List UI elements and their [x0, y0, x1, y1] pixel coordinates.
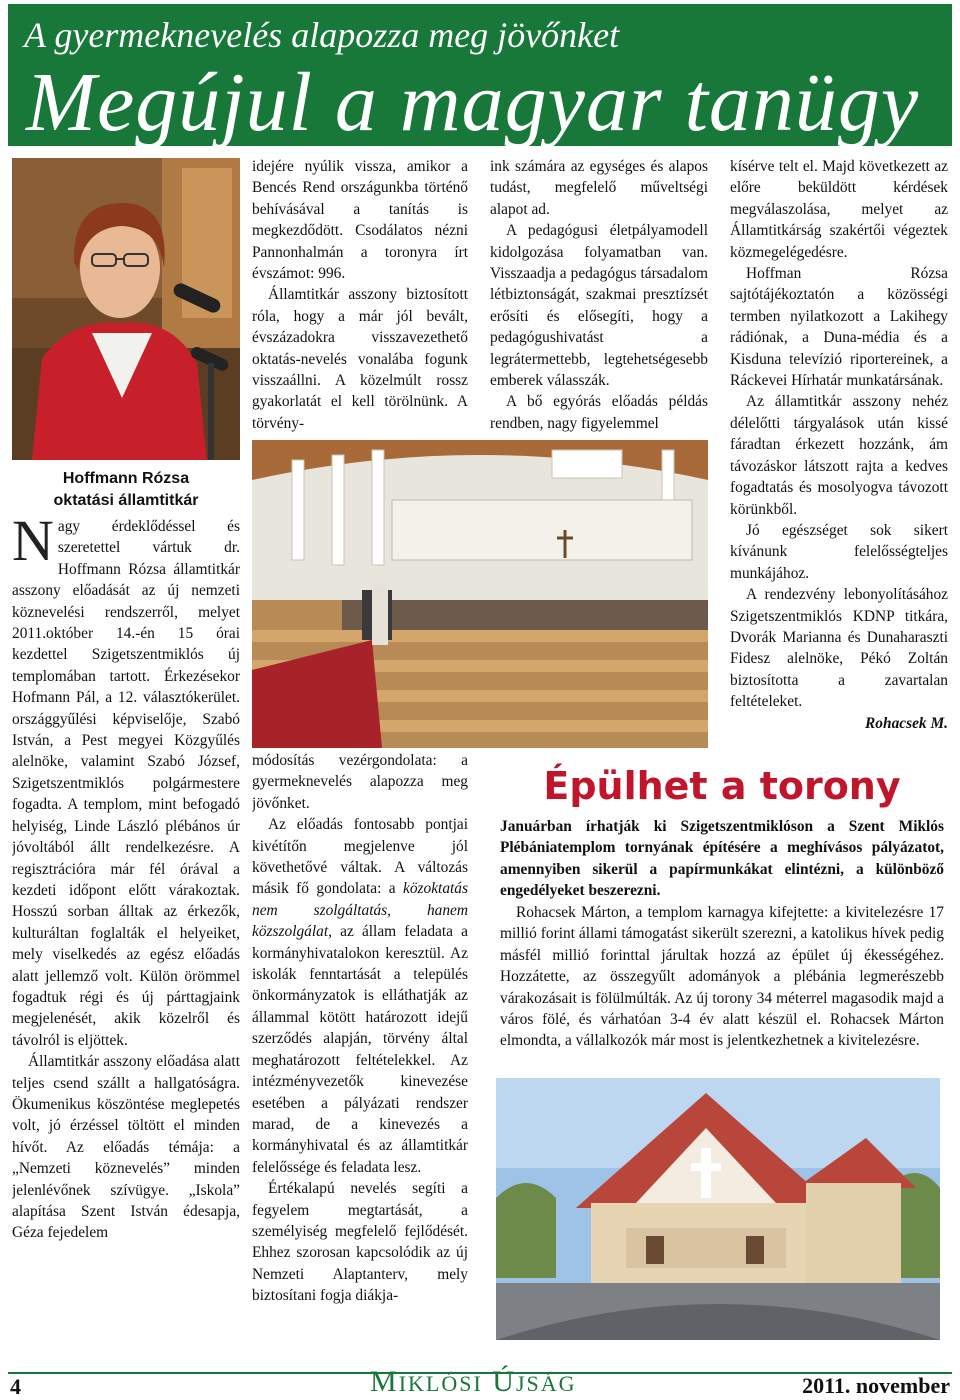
caption-name: Hoffmann Rózsa	[62, 470, 190, 487]
issue-date: 2011. november	[802, 1373, 950, 1398]
article-column-2-top	[252, 156, 468, 438]
lead-text: agy érdeklődéssel és szeretettel vártuk dr. Hoffmann Rózsa államtitkár asszony előadását az új nemzeti köznevelési rendszerről, melyet 2011.október 14.-én 15 órai kezdettel Szigetszentmiklós új templomában tartott. Érkezésekor Hofmann Pál, a 12. választókerület. országgyűlési képviselője, Szabó István, a Pest megyei Közgyűlés alelnöke, valamint Szabó József, Szigetszentmiklós polgármestere fogadta. A templom, mint befogadó helyiség, Linde László plébános úr jóvoltából állt rendelkezésre. A regisztrációra már fél órával a kezdeti időpont előtt várakoztak. Hosszú sorban álltak az érkezők, kulturáltan foglalták el helyeiket, mely viselkedés az egész előadás alatt jellemző volt. Külön örömmel fogadtuk régi és új párttagjaink megjelenését, akik közelről és távolról is eljöttek.	[12, 518, 240, 1049]
page-number: 4	[10, 1374, 21, 1399]
masthead-word: JSÁG	[515, 1371, 577, 1396]
paragraph: Az államtitkár asszony nehéz délelőtti tárgyalások után kissé fáradtan érkezett hozzánk, ám távozáskor látszott rajta a kedves fogadtatás és mosolyogva távozott körünkből.	[730, 393, 948, 518]
paragraph: kísérve telt el. Majd következett az előre beküldött kérdések megválaszolása, melyet az Államtitkárság szakértői végeztek közmegelégedésre.	[730, 158, 948, 261]
paragraph: idejére nyúlik vissza, amikor a Bencés Rend országunkba történő behívásával a tanítás is megkezdődött. Csodálatos nézni Pannonhalmán a toronyra írt évszámot: 996.	[252, 158, 468, 283]
paragraph: Rohacsek Márton, a templom karnagya kifejtette: a kivitelezésre 17 millió forint állami támogatást sikerült szerezni, a katolikus hívek pedig másfél millió forinttal járultak hozzá az épület új ékességéhez. Hozzátette, az összegyűlt adományok a plébánia legmerészebb várakozásait is fölülmúlták. Az új torony 34 méterrel magasodik majd a város fölé, és várhatóan 3-4 év alatt készül el. Rohacsek Márton elmondta, a vállalkozók már most is jelentkezhetnek a kivitelezésre.	[500, 904, 944, 1050]
article-column-2-bottom	[252, 750, 468, 1350]
caption-role: oktatási államtitkár	[53, 492, 199, 509]
paragraph: A pedagógusi életpályamodell kidolgozása folyamatban van. Visszaadja a pedagógus társadalom létbiztonságát, szakmai presztízsét erősíti és elősegíti, hogy a pedagógushivatást a legrátermettebb, legtehetségesebb emberek válasszák.	[490, 222, 708, 390]
box-title: Épülhet a torony	[543, 764, 901, 808]
headline-banner	[8, 4, 952, 149]
paragraph: Jó egészséget sok sikert kívánunk felelősségteljes munkájához.	[730, 521, 948, 582]
paragraph: A bő egyórás előadás példás rendben, nagy figyelemmel	[490, 393, 708, 432]
paragraph: A rendezvény lebonyolításához Szigetszentmiklós KDNP titkára, Dvorák Marianna és Dunaharaszti Fidesz alelnöke, Pékó Zoltán biztosította a zavartalan feltételeket.	[730, 586, 948, 711]
emphasis-text: közoktatás nem szolgáltatás, hanem közszolgálat,	[252, 880, 468, 941]
paragraph: módosítás vezérgondolata: a gyermeknevelés alapozza meg jövőnket.	[252, 752, 468, 812]
church-interior-photo	[252, 440, 708, 748]
author-signature: Rohacsek M.	[865, 714, 948, 732]
article-column-3	[490, 156, 708, 438]
article-column-1	[12, 516, 240, 1348]
paragraph: Értékalapú nevelés segíti a fegyelem megtartását, a személyiség megfelelő fejlődését. Ehhez szorosan kapcsolódik az új Nemzeti Alaptanterv, mely biztosítani fogja diákja-	[252, 1180, 468, 1305]
masthead-word: IKLÓSI	[398, 1371, 483, 1396]
paragraph: Államtitkár asszony előadása alatt teljes csend szállt a hallgatóságra. Ökumenikus köszöntése meglepetés volt, jó érzéssel töltött el minden hívőt. Az előadás témája: a „Nemzeti köznevelés” minden jelenlévőnek szívügye. „Iskola” alapítása Szent István édesapja, Géza fejedelem	[12, 1053, 240, 1242]
page-title: Megújul a magyar tanügy	[26, 56, 920, 149]
kicker: A gyermeknevelés alapozza meg jövőnket	[24, 15, 620, 55]
masthead-initial: Ú	[492, 1365, 516, 1398]
paragraph: Államtitkár asszony biztosított róla, hogy a már jól bevált, évszázadokra visszavezethető oktatás-nevelés vonalába fogunk visszaállni. A közelmúlt rossz gyakorlatát el kell törölnünk. A törvény-	[252, 286, 468, 432]
church-exterior-photo	[496, 1078, 940, 1340]
paragraph	[252, 814, 468, 1178]
text: Az előadás fontosabb pontjai kivétítőn megjelenve jól követhetővé váltak. A változás másik fő gondolata: a	[252, 816, 468, 898]
paragraph: Hoffman Rózsa sajtótájékoztatón a közösségi termben nyilatkozott a Lakihegy rádiónak, a Duna-média és a Kisduna televízió riportereinek, a Ráckevei Hírhatár munkatársának.	[730, 265, 948, 390]
portrait-photo	[12, 158, 240, 460]
lead-paragraph	[12, 516, 240, 1051]
box-lead: Januárban írhatják ki Szigetszentmiklóson a Szent Miklós Plébániatemplom tornyának építésére a meghívásos pályázatot, amennyiben sikerül a papírmunkákat elintézni, a különböző engedélyeket beszerezni.	[500, 818, 944, 900]
box-body	[500, 902, 944, 1052]
paragraph: ink számára az egységes és alapos tudást, megfelelő műveltségi alapot ad.	[490, 158, 708, 218]
photo-caption	[12, 468, 240, 512]
drop-cap: N	[12, 516, 54, 573]
masthead	[370, 1365, 577, 1399]
masthead-initial: M	[370, 1365, 399, 1398]
article-column-4	[730, 156, 948, 756]
text: az állam feladata a kormányhivatalokon keresztül. Az iskolák fenntartását a település önkormányzatok is elláthatják az állammal kötött határozott idejű szerződés alapján, törvény által meghatározott feltételekkel. Az intézményvezetők kinevezése esetében a pályázati rendszer marad, de a kinevezés a kormányhivatal és az államtitkár felelőssége és feladata lesz.	[252, 923, 468, 1176]
